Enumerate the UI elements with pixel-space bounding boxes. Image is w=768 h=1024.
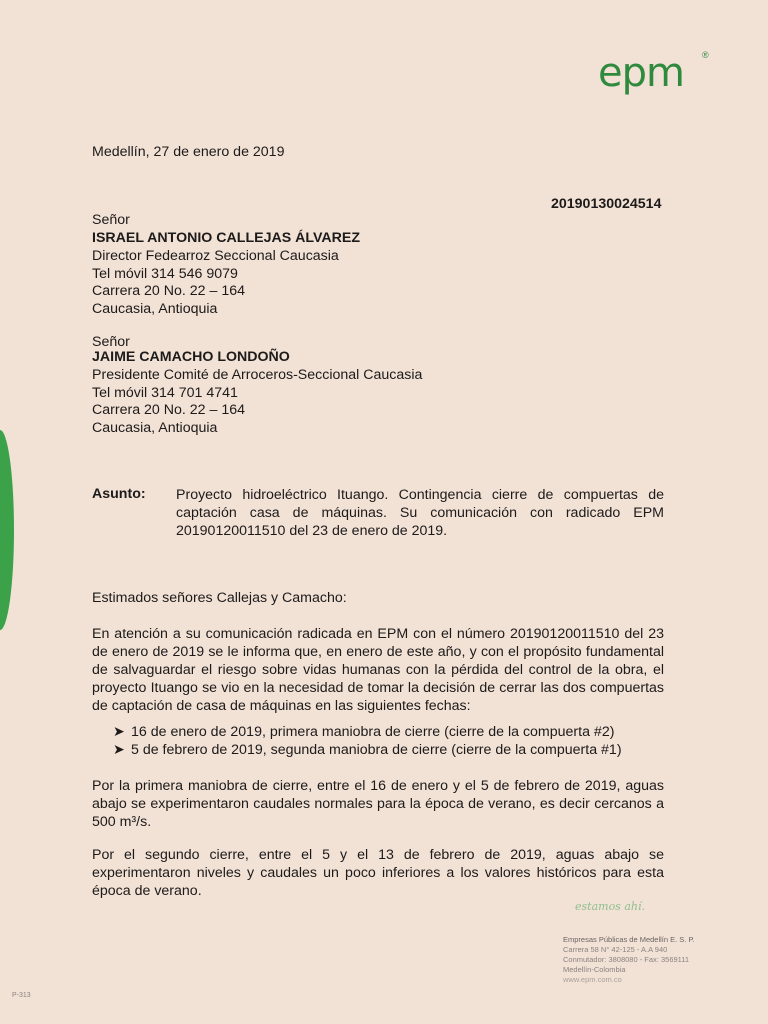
recipient-1-phone: Tel móvil 314 546 9079 <box>92 266 238 282</box>
paragraph-3: Por el segundo cierre, entre el 5 y el 13 de febrero de 2019, aguas abajo se experimentaron niveles y caudales un poco inferiores a los valores históricos para esta época de verano. <box>92 847 664 899</box>
recipient-1-city: Caucasia, Antioquia <box>92 301 218 317</box>
subject-label: Asunto: <box>92 486 146 502</box>
green-edge-mark <box>0 430 14 630</box>
recipient-1-role: Director Fedearroz Seccional Caucasia <box>92 248 339 264</box>
footer-company: Empresas Públicas de Medellín E. S. P. <box>563 935 695 944</box>
recipient-2-city: Caucasia, Antioquia <box>92 420 218 436</box>
bullet-item-1-text: 16 de enero de 2019, primera maniobra de cierre (cierre de la compuerta #2) <box>131 724 615 740</box>
footer-phones: Conmutador: 3808080 - Fax: 3569111 <box>563 955 690 964</box>
radicado-number: 20190130024514 <box>551 196 662 212</box>
recipient-1-address: Carrera 20 No. 22 – 164 <box>92 283 246 299</box>
recipient-2-role: Presidente Comité de Arroceros-Seccional Caucasia <box>92 367 423 383</box>
paragraph-2: Por la primera maniobra de cierre, entre el 16 de enero y el 5 de febrero de 2019, aguas abajo se experimentaron caudales normales para la época de verano, es decir cercanos a 500 m³/s. <box>92 778 664 830</box>
recipient-2-name: JAIME CAMACHO LONDOÑO <box>92 349 290 365</box>
footer-website: www.epm.com.co <box>563 975 622 984</box>
arrow-bullet-icon: ➤ <box>113 724 125 740</box>
recipient-1-name: ISRAEL ANTONIO CALLEJAS ÁLVAREZ <box>92 230 361 246</box>
recipient-1-salutation: Señor <box>92 212 130 228</box>
logo-registered-mark: ® <box>702 50 709 60</box>
letterhead-footer <box>563 935 695 985</box>
bullet-item-1 <box>113 724 614 740</box>
subject-text: Proyecto hidroeléctrico Ituango. Contingencia cierre de compuertas de captación casa de máquinas. Su comunicación con radicado EPM 20190120011510 del 23 de enero de 2019. <box>176 487 664 539</box>
bullet-item-2-text: 5 de febrero de 2019, segunda maniobra de cierre (cierre de la compuerta #1) <box>131 742 622 758</box>
arrow-bullet-icon: ➤ <box>113 742 125 758</box>
recipient-2-salutation: Señor <box>92 334 130 350</box>
bullet-item-2 <box>113 742 622 758</box>
recipient-2-phone: Tel móvil 314 701 4741 <box>92 385 238 401</box>
greeting: Estimados señores Callejas y Camacho: <box>92 590 347 606</box>
logo-text: epm <box>598 50 684 96</box>
page-code: P-313 <box>12 992 31 999</box>
footer-city: Medellín-Colombia <box>563 965 626 974</box>
epm-logo <box>598 50 713 100</box>
recipient-2-address: Carrera 20 No. 22 – 164 <box>92 402 246 418</box>
slogan: estamos ahí. <box>575 900 645 913</box>
paragraph-1: En atención a su comunicación radicada en EPM con el número 20190120011510 del 23 de enero de 2019 se le informa que, en enero de este año, y con el propósito fundamental de salvaguardar el riesgo sobre vidas humanas con la pérdida del control de la obra, el proyecto Ituango se vio en la necesidad de tomar la decisión de cerrar las dos compuertas de captación de casa de máquinas en las siguientes fechas: <box>92 626 664 714</box>
footer-address: Carrera 58 N° 42-125 - A.A 940 <box>563 945 668 954</box>
date-line: Medellín, 27 de enero de 2019 <box>92 144 285 160</box>
